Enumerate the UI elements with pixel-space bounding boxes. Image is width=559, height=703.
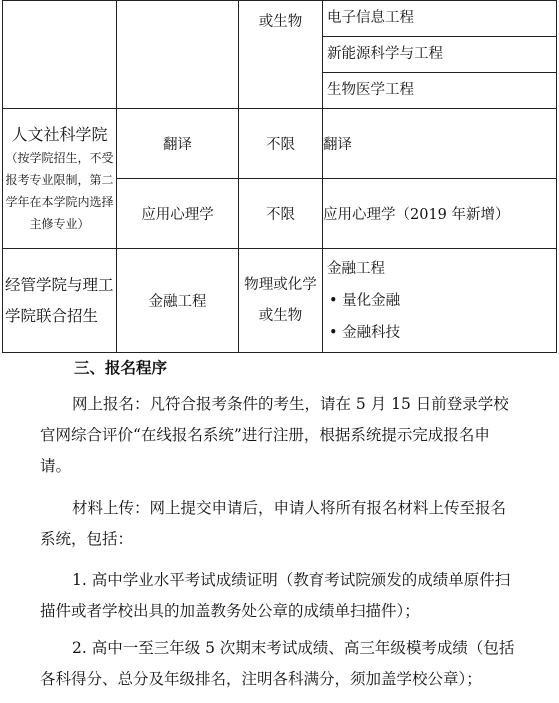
major-item: 生物医学工程 [323, 72, 556, 108]
majors-table [2, 0, 557, 353]
major-item: 电子信息工程 [327, 10, 414, 26]
list-item-1 [40, 565, 520, 627]
direction-label: 金融科技 [342, 324, 401, 341]
major-cell [323, 249, 557, 353]
category-cell-empty [117, 1, 239, 109]
table-row [3, 109, 557, 179]
bullet-icon: • [329, 324, 343, 341]
major-item: 新能源科学与工程 [323, 36, 556, 72]
list-item-2 [40, 633, 520, 695]
subject-cell: 不限 [239, 109, 323, 179]
major-cell: 应用心理学（2019 年新增） [323, 179, 557, 249]
college-cell: 经管学院与理工学院联合招生 [3, 249, 117, 353]
major-title: 金融工程 [327, 260, 385, 277]
college-cell [3, 109, 117, 249]
category-cell: 翻译 [117, 109, 239, 179]
category-cell: 应用心理学 [117, 179, 239, 249]
direction-item [323, 285, 556, 317]
paragraph-text: 材料上传：网上提交申请后，申请人将所有报名材料上传至报名系统，包括： [40, 499, 507, 548]
table-row [3, 249, 557, 353]
subject-cell: 不限 [239, 179, 323, 249]
table-row [3, 1, 557, 109]
direction-item [323, 317, 556, 349]
college-name: 人文社科学院 [11, 124, 108, 144]
subject-cell: 或生物 [239, 1, 323, 109]
direction-label: 量化金融 [342, 292, 401, 309]
category-cell: 金融工程 [117, 249, 239, 353]
section-heading: 三、报名程序 [74, 359, 168, 377]
paragraph-text: 网上报名：凡符合报考条件的考生，请在 5 月 15 日前登录学校官网综合评价“在线报名系统”进行注册，根据系统提示完成报名申请。 [40, 395, 509, 475]
paragraph-materials-upload [40, 493, 520, 555]
list-item-text: 1. 高中学业水平考试成绩证明（教育考试院颁发的成绩单原件扫描件或者学校出具的加盖教务处公章的成绩单扫描件）； [40, 571, 511, 620]
major-cell [323, 1, 557, 109]
college-note: （按学院招生，不受报考专业限制，第二学年在本学院内选择主修专业） [5, 150, 114, 231]
major-cell: 翻译 [323, 109, 557, 179]
college-cell-empty [3, 1, 117, 109]
bullet-icon: • [329, 292, 343, 309]
list-item-text: 2. 高中一至三年级 5 次期末考试成绩、高三年级模考成绩（包括各科得分、总分及年级排名，注明各科满分，须加盖学校公章）； [40, 639, 515, 688]
paragraph-online-registration [40, 389, 520, 482]
subject-cell: 物理或化学或生物 [239, 249, 323, 353]
